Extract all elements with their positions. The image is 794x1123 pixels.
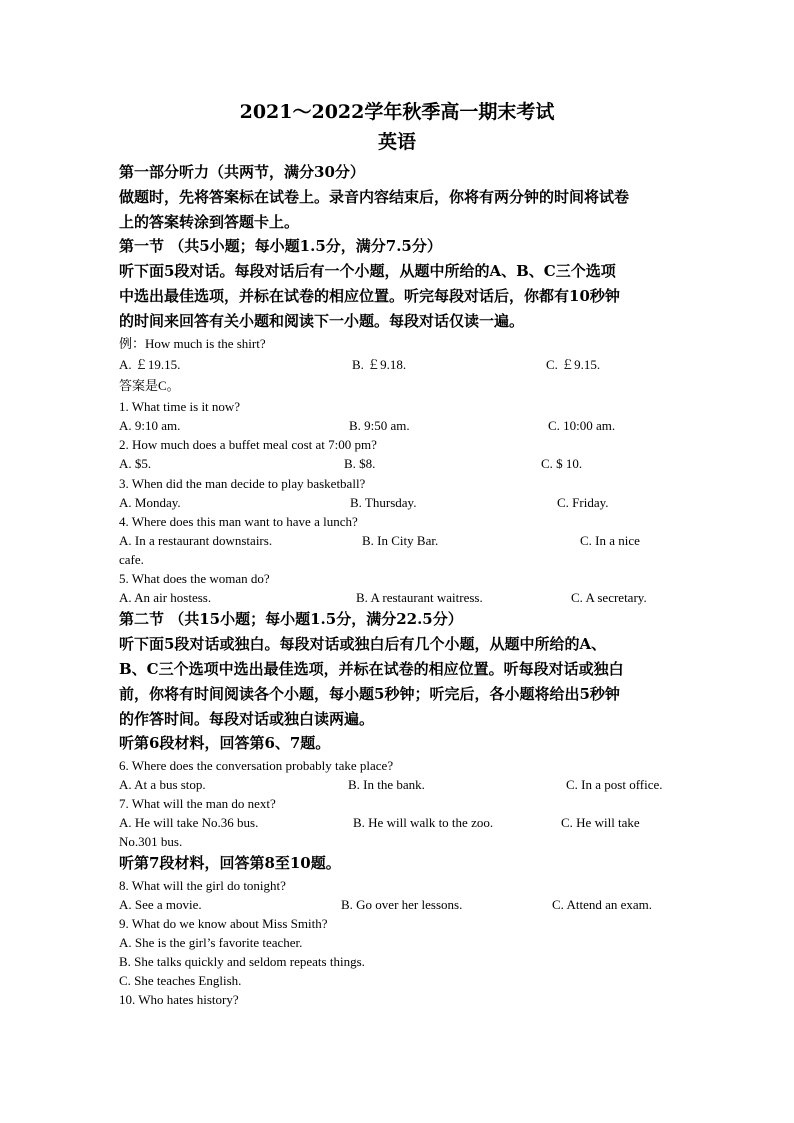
question-4-options (119, 531, 694, 550)
question-2-options (119, 454, 694, 473)
option-c: C. A secretary. (571, 590, 647, 605)
option-a: A. ￡19.15. (119, 357, 181, 372)
question-8: 8. What will the girl do tonight? (119, 878, 286, 893)
question-5: 5. What does the woman do? (119, 571, 270, 586)
question-4: 4. Where does this man want to have a lunch? (119, 514, 358, 529)
option-c: C. Friday. (557, 495, 609, 510)
question-2: 2. How much does a buffet meal cost at 7:00 pm? (119, 437, 377, 452)
section1-heading: 第一节 （共5小题；每小题1.5分，满分7.5分） (119, 237, 442, 255)
question-3: 3. When did the man decide to play basketball? (119, 476, 366, 491)
option-c: C. In a post office. (566, 777, 663, 792)
question-5-options (119, 588, 694, 607)
part1-instructions (119, 185, 679, 235)
option-b: B. ￡9.18. (352, 357, 407, 372)
option-c: C. $ 10. (541, 456, 583, 471)
question-9-option-a: A. She is the girl’s favorite teacher. (119, 935, 303, 950)
instruction-line: 听下面5段对话。每段对话后有一个小题，从题中所给的A、B、C三个选项 (119, 262, 616, 280)
instruction-line: B、C三个选项中选出最佳选项，并标在试卷的相应位置。听每段对话或独白 (119, 660, 624, 678)
option-b: B. In the bank. (348, 777, 425, 792)
instruction-line: 做题时，先将答案标在试卷上。录音内容结束后，你将有两分钟的时间将试卷 (119, 188, 630, 206)
option-c: C. ￡9.15. (546, 357, 601, 372)
question-1: 1. What time is it now? (119, 399, 241, 414)
option-c: C. He will take (561, 815, 640, 830)
example-question: 例：How much is the shirt? (119, 336, 266, 351)
option-c: C. In a nice (580, 533, 640, 548)
option-a: A. An air hostess. (119, 590, 212, 605)
option-a: A. See a movie. (119, 897, 202, 912)
question-9-option-b: B. She talks quickly and seldom repeats things. (119, 954, 365, 969)
question-7-options (119, 813, 694, 832)
section2-heading: 第二节 （共15小题；每小题1.5分，满分22.5分） (119, 610, 463, 628)
option-a: A. In a restaurant downstairs. (119, 533, 273, 548)
question-4-continuation: cafe. (119, 552, 144, 567)
question-10: 10. Who hates history? (119, 992, 239, 1007)
instruction-line: 听下面5段对话或独白。每段对话或独白后有几个小题，从题中所给的A、 (119, 635, 607, 653)
instruction-line: 上的答案转涂到答题卡上。 (119, 213, 300, 231)
section2-instructions (119, 632, 679, 732)
option-b: B. 9:50 am. (349, 418, 410, 433)
question-1-options (119, 416, 694, 435)
example-answer: 答案是C。 (119, 378, 180, 393)
instruction-line: 的时间来回答有关小题和阅读下一小题。每段对话仅读一遍。 (119, 312, 525, 330)
material-7-heading: 听第7段材料，回答第8至10题。 (119, 854, 341, 872)
question-6-options (119, 775, 694, 794)
example-options (119, 355, 694, 374)
instruction-line: 中选出最佳选项，并标在试卷的相应位置。听完每段对话后，你都有10秒钟 (119, 287, 620, 305)
question-3-options (119, 493, 694, 512)
section1-instructions (119, 259, 679, 334)
option-b: B. In City Bar. (362, 533, 439, 548)
option-b: B. $8. (344, 456, 376, 471)
question-7: 7. What will the man do next? (119, 796, 276, 811)
question-9: 9. What do we know about Miss Smith? (119, 916, 328, 931)
option-a: A. 9:10 am. (119, 418, 181, 433)
question-8-options (119, 895, 694, 914)
option-a: A. At a bus stop. (119, 777, 206, 792)
question-6: 6. Where does the conversation probably take place? (119, 758, 394, 773)
option-a: A. $5. (119, 456, 152, 471)
question-9-option-c: C. She teaches English. (119, 973, 242, 988)
instruction-line: 的作答时间。每段对话或独白读两遍。 (119, 710, 375, 728)
option-a: A. He will take No.36 bus. (119, 815, 259, 830)
subject-title: 英语 (377, 131, 416, 153)
material-6-heading: 听第6段材料，回答第6、7题。 (119, 734, 331, 752)
option-b: B. He will walk to the zoo. (353, 815, 494, 830)
option-c: C. Attend an exam. (552, 897, 653, 912)
option-b: B. Thursday. (350, 495, 417, 510)
option-b: B. Go over her lessons. (341, 897, 463, 912)
option-a: A. Monday. (119, 495, 181, 510)
option-b: B. A restaurant waitress. (356, 590, 483, 605)
option-c: C. 10:00 am. (548, 418, 616, 433)
question-7-continuation: No.301 bus. (119, 834, 183, 849)
exam-title: 2021～2022学年秋季高一期末考试 (239, 101, 555, 123)
instruction-line: 前，你将有时间阅读各个小题，每小题5秒钟；听完后，各小题将给出5秒钟 (119, 685, 620, 703)
part1-heading: 第一部分听力（共两节，满分30分） (119, 163, 365, 181)
